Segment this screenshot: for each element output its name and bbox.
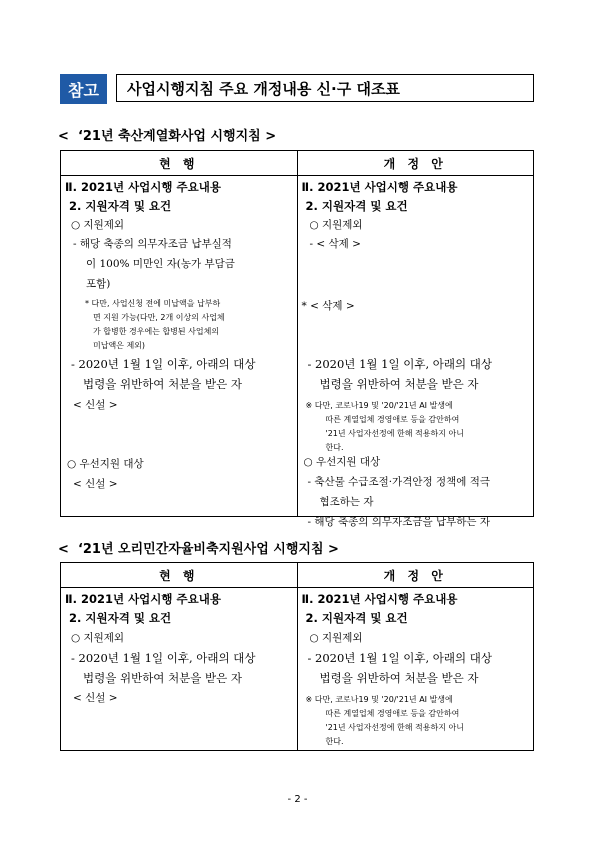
col-revised-header: 개 정 안 (297, 151, 534, 176)
text-line: ○ 지원제외 (309, 219, 363, 231)
section2-title: < ‘21년 오리민간자율비축지원사업 시행지침 > (58, 542, 339, 557)
text-line: < 신설 > (73, 478, 118, 490)
text-line: * 다만, 사업신청 전에 미납액을 납부하 (85, 299, 221, 308)
text-line: - 해당 축종의 의무자조금 납부실적 (73, 238, 232, 250)
page-header (60, 74, 536, 104)
text-line: - 2020년 1월 1일 이후, 아래의 대상 (71, 357, 256, 371)
text-line: ○ 지원제외 (71, 219, 125, 231)
text-line: Ⅱ. 2021년 사업시행 주요내용 (301, 180, 458, 194)
text-line: 법령을 위반하여 처분을 받은 자 (319, 377, 479, 391)
text-line: * < 삭제 > (301, 300, 355, 312)
text-line: - 해당 축종의 의무자조금을 납부하는 자 (307, 516, 491, 528)
text-line: 2. 지원자격 및 요건 (69, 199, 172, 213)
text-line: 한다. (325, 443, 344, 452)
text-line: 법령을 위반하여 처분을 받은 자 (319, 671, 479, 685)
col-current-header: 현 행 (61, 151, 298, 176)
text-line: ○ 지원제외 (71, 632, 125, 644)
text-line: 면 지원 가능(다만, 2개 이상의 사업체 (93, 313, 225, 322)
section2-current-cell (61, 588, 298, 751)
text-line: 포함) (86, 278, 111, 290)
section2-table (60, 562, 534, 751)
section1-current-cell (61, 176, 298, 517)
text-line: 법령을 위반하여 처분을 받은 자 (83, 377, 243, 391)
text-line: 2. 지원자격 및 요건 (305, 611, 408, 625)
section1-table (60, 150, 534, 528)
text-line: ○ 우선지원 대상 (303, 456, 381, 468)
text-line: 따른 계열업체 경영애로 등을 감안하여 (325, 709, 460, 718)
text-line: ※ 다만, 코로나19 및 '20/'21년 AI 발생에 (305, 401, 453, 410)
text-line: < 신설 > (73, 399, 118, 411)
text-line: Ⅱ. 2021년 사업시행 주요내용 (65, 180, 221, 194)
text-line: 따른 계열업체 경영애로 등을 감안하여 (325, 415, 460, 424)
text-line: 2. 지원자격 및 요건 (305, 199, 408, 213)
text-line: 미납액은 제외) (93, 341, 146, 350)
text-line: '21년 사업자선정에 한해 적용하지 아니 (325, 429, 464, 438)
text-line: 이 100% 미만인 자(농가 부담금 (86, 258, 235, 270)
col-current-header: 현 행 (61, 563, 298, 588)
text-line: Ⅱ. 2021년 사업시행 주요내용 (301, 592, 458, 606)
text-line: 한다. (325, 737, 344, 746)
text-line: ○ 지원제외 (309, 632, 363, 644)
reference-badge: 참고 (60, 74, 107, 104)
text-line: < 신설 > (73, 692, 118, 704)
text-line: 협조하는 자 (319, 496, 374, 508)
text-line: ※ 다만, 코로나19 및 '20/'21년 AI 발생에 (305, 695, 453, 704)
text-line: 2. 지원자격 및 요건 (69, 611, 172, 625)
page-title: 사업시행지침 주요 개정내용 신·구 대조표 (116, 74, 534, 102)
section1-revised-cell (297, 176, 534, 528)
text-line: - 2020년 1월 1일 이후, 아래의 대상 (307, 357, 492, 371)
section1-title: < ‘21년 축산계열화사업 시행지침 > (58, 129, 277, 144)
section2-revised-cell (297, 588, 534, 751)
text-line: - < 삭제 > (309, 238, 361, 250)
text-line: 법령을 위반하여 처분을 받은 자 (83, 671, 243, 685)
page-number: - 2 - (287, 794, 308, 805)
text-line: 가 합병한 경우에는 합병된 사업체의 (93, 327, 220, 336)
text-line: - 2020년 1월 1일 이후, 아래의 대상 (71, 651, 256, 665)
text-line: Ⅱ. 2021년 사업시행 주요내용 (65, 592, 221, 606)
text-line: ○ 우선지원 대상 (67, 458, 144, 470)
col-revised-header: 개 정 안 (297, 563, 534, 588)
text-line: '21년 사업자선정에 한해 적용하지 아니 (325, 723, 464, 732)
text-line: - 2020년 1월 1일 이후, 아래의 대상 (307, 651, 492, 665)
text-line: - 축산물 수급조절·가격안정 정책에 적극 (307, 476, 491, 488)
